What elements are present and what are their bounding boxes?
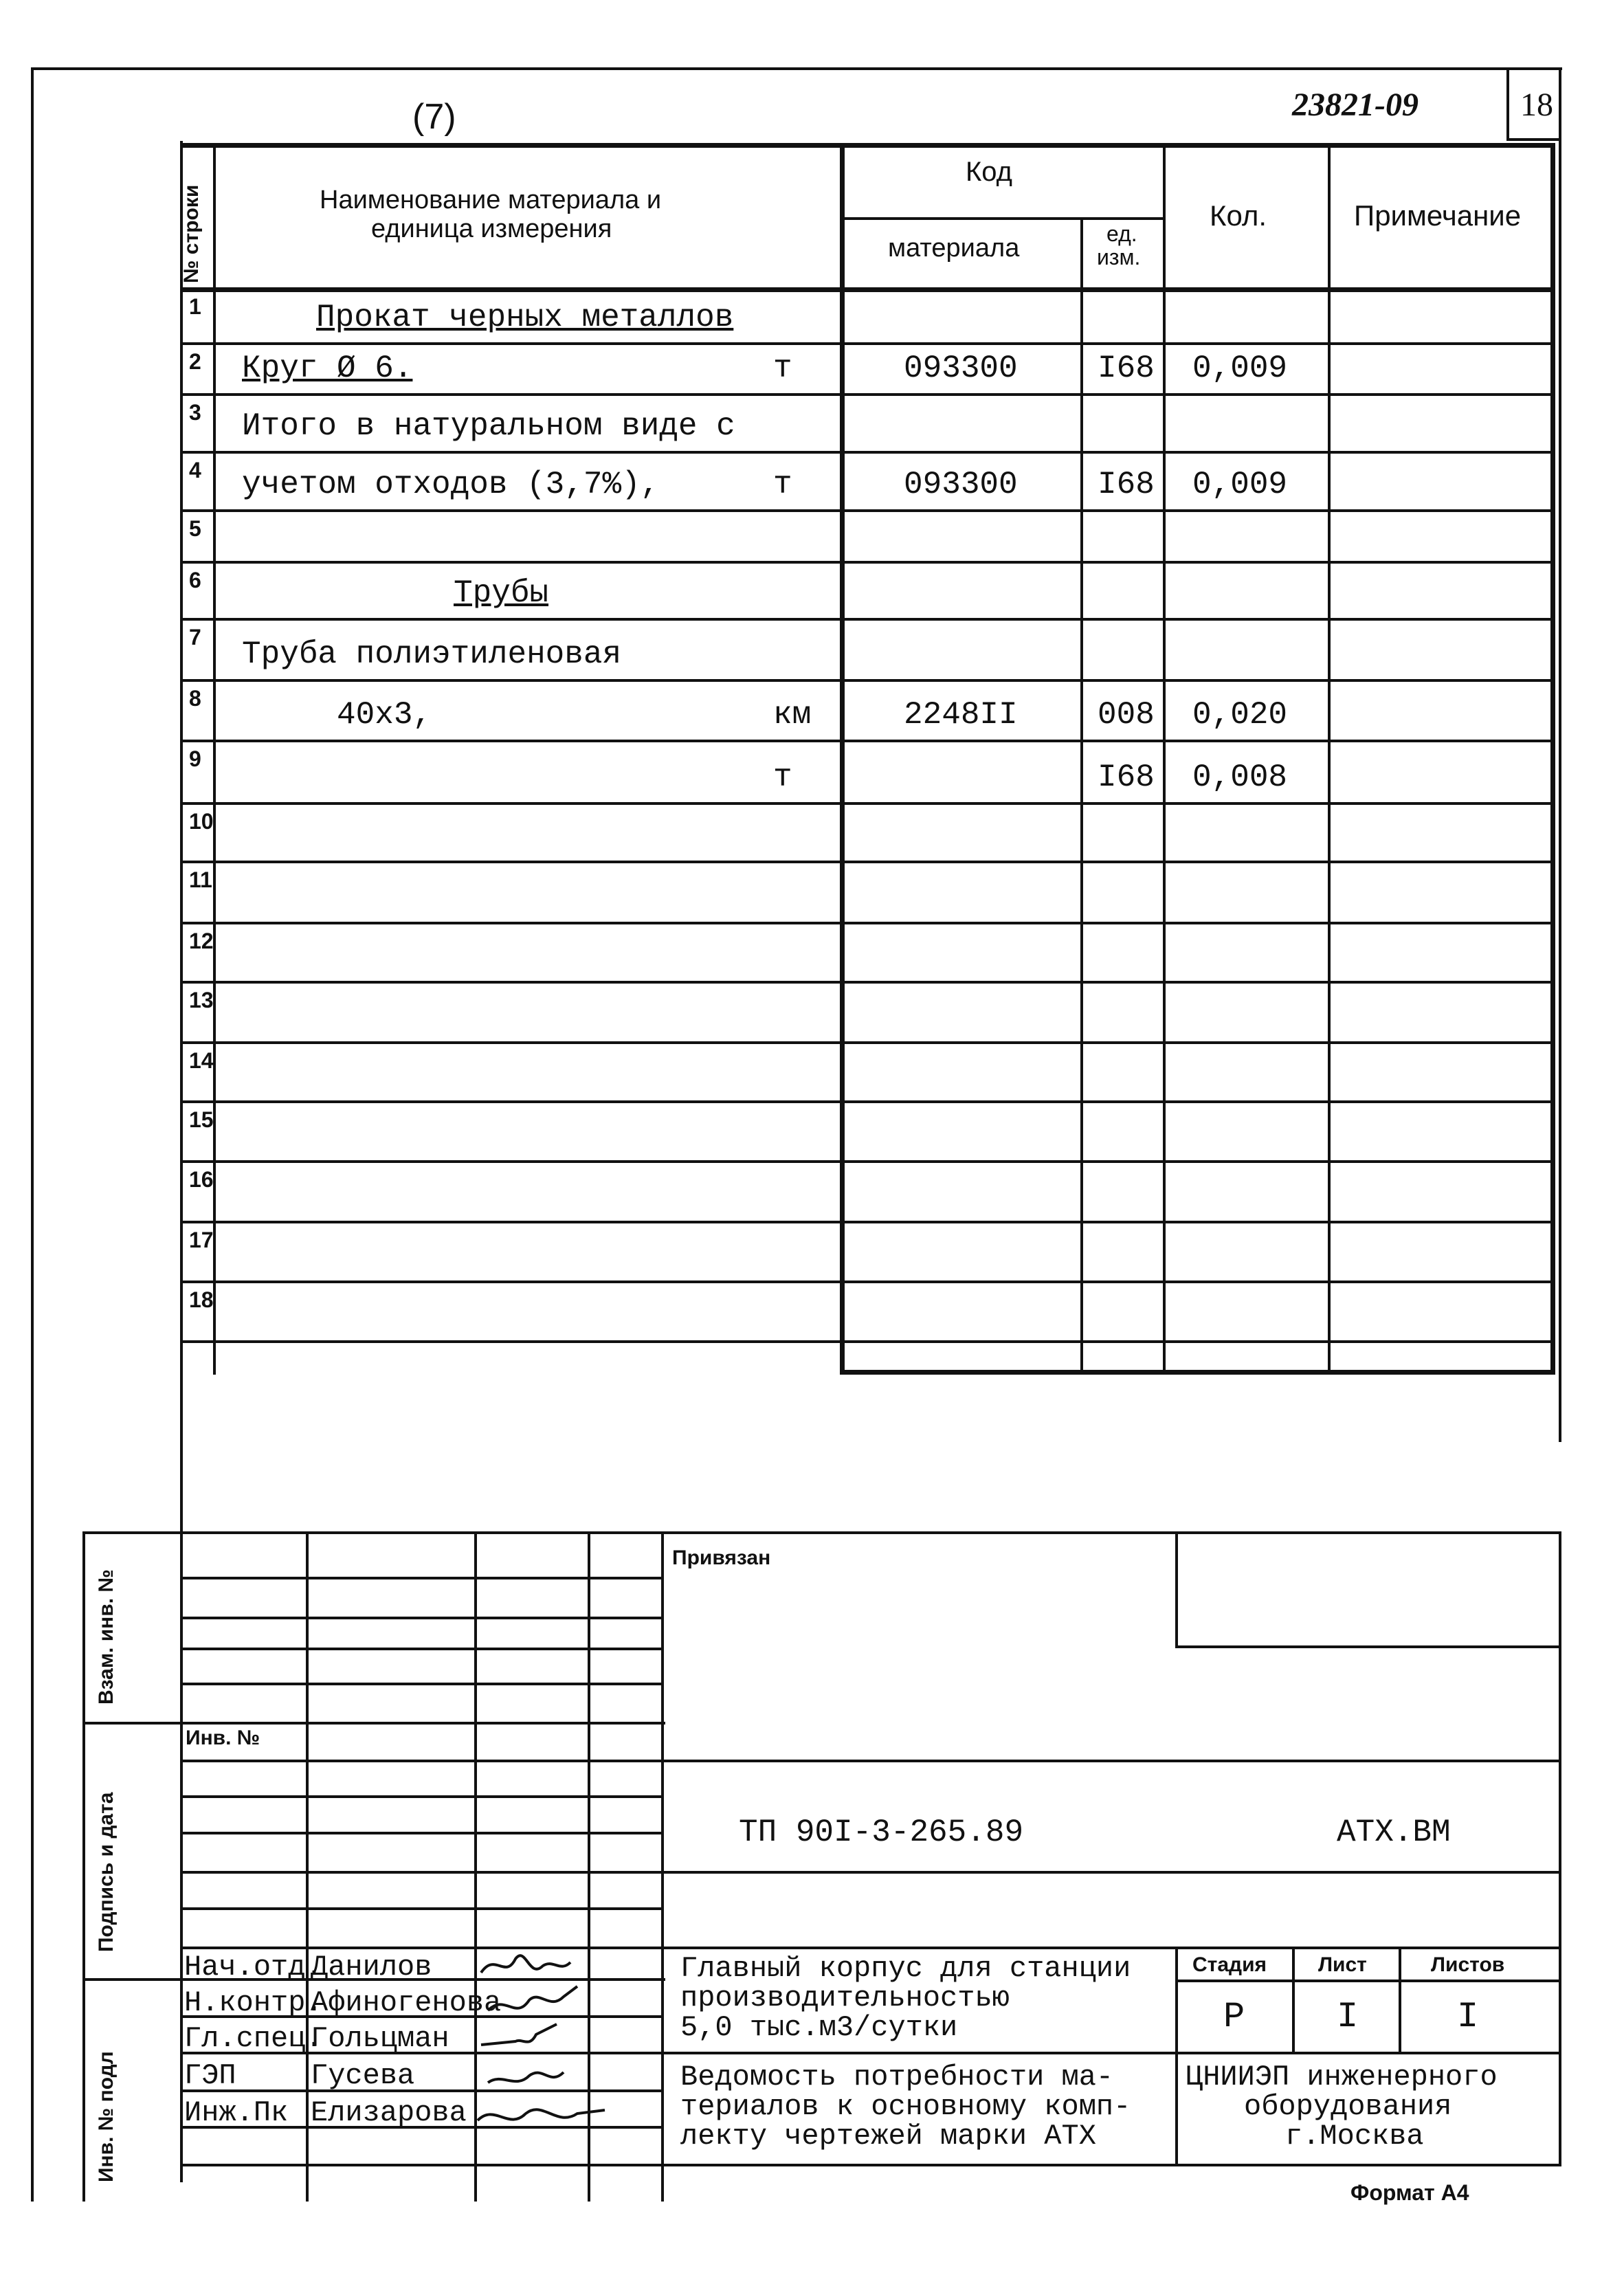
row-material-name: Круг Ø 6. [242,351,413,386]
col-header-name-1: Наименование материала и [320,186,662,214]
doc-code: ТП 90I-3-265.89 [739,1815,1024,1850]
row-number: 13 [189,988,214,1012]
row-number: 10 [189,809,214,834]
table-row-line [180,922,1553,924]
stamp-left-row-2 [180,1617,661,1619]
stamp-col-privyazan [1175,1531,1178,1648]
stage-label: Стадия [1192,1953,1267,1976]
stamp-stage-mid2 [1399,1947,1401,2053]
row-number: 7 [189,625,201,650]
stamp-left-line [82,1531,85,2202]
row-number: 11 [189,867,212,892]
stamp-left-row-3 [180,1648,661,1650]
side-label-podpis-data: Подпись и дата [95,1792,118,1952]
row-number: 4 [189,458,201,483]
table-row-line [180,861,1553,863]
col-line-name [840,143,845,1375]
frame-left [31,67,34,2202]
signer-role-4: ГЭП [184,2059,236,2092]
stamp-right-row-2 [661,1871,1561,1874]
title-line-3: 5,0 тыс.м3/сутки [680,2011,958,2044]
row-number: 14 [189,1048,214,1073]
stamp-bottom-line [661,2164,1561,2166]
sheet-title-line-2: териалов к основному комп- [680,2090,1131,2123]
signer-name-1: Данилов [311,1951,432,1984]
col-header-qty: Кол. [1210,199,1267,232]
stamp-left-row-9 [180,1907,661,1910]
stamp-privyazan-bottom [1175,1645,1561,1648]
frame-right [1559,67,1561,1442]
side-sep-1 [82,1722,665,1725]
col-header-unit-1: ед. [1106,221,1137,246]
privyazan-label: Привязан [672,1546,771,1569]
table-header-bottom [180,287,1553,292]
stamp-left-row-1 [180,1577,661,1579]
stamp-top-line [82,1531,1561,1534]
row-quantity: 0,020 [1192,697,1288,733]
row-number: 12 [189,929,214,953]
col-header-note: Примечание [1354,199,1522,232]
stamp-left-row-5 [180,1760,661,1762]
stamp-left-row-4 [180,1683,661,1685]
stamp-col-role [306,1531,309,2202]
signer-role-5: Инж.Пк [184,2096,289,2129]
stamp-left-row-7 [180,1832,661,1834]
stamp-stage-mid1 [1292,1947,1295,2053]
org-line-2: оборудования [1244,2090,1452,2123]
row-material-code: 093300 [904,351,1018,386]
row-quantity: 0,009 [1192,351,1288,386]
stamp-right-edge [1559,1531,1561,2165]
row-material-name: учетом отходов (3,7%), [242,467,660,502]
side-label-vzam-inv: Взам. инв. № [95,1569,118,1705]
table-row-line [180,679,1553,682]
row-number: 17 [189,1228,214,1252]
row-number: 16 [189,1167,214,1192]
format-label: Формат А4 [1350,2180,1469,2205]
col-line-code [1080,217,1083,1375]
row-number: 1 [189,294,201,319]
row-quantity: 0,008 [1192,759,1288,795]
row-number: 2 [189,349,201,374]
org-line-1: ЦНИИЭП инженерного [1186,2061,1498,2094]
row-material-name: Прокат черных металлов [316,300,734,335]
col-header-rownum: № строки [180,184,203,283]
stamp-stage-label-line [1175,1980,1561,1982]
sheet-label: Лист [1318,1953,1367,1976]
col-line-ucode [1163,143,1166,1375]
row-unit: т [773,467,792,502]
table-row-line [180,1221,1553,1223]
handwritten-signatures [440,1945,632,2179]
row-quantity: 0,009 [1192,467,1288,502]
row-unit: км [773,697,812,733]
row-number: 9 [189,746,201,771]
col-header-material: материала [888,234,1020,263]
row-material-code: 093300 [904,467,1018,502]
signer-role-1: Нач.отд. [184,1951,323,1984]
col-line-rownum [213,143,216,1375]
title-line-2: производительностью [680,1982,1010,2015]
row-number: 5 [189,516,201,541]
frame-top [31,67,1562,70]
row-unit: т [773,759,792,795]
sheet-title-line-3: лекту чертежей марки АТХ [680,2120,1096,2153]
col-line-right [1550,143,1555,1375]
signer-name-5: Елизарова [311,2096,467,2129]
table-row-line [180,1100,1553,1103]
table-row-line [180,509,1553,512]
row-number: 15 [189,1107,214,1132]
doc-mark: АТХ.ВМ [1337,1815,1451,1850]
table-row-line [180,393,1553,396]
table-row-line [180,1340,1553,1343]
org-line-3: г.Москва [1285,2120,1424,2153]
page-number: 18 [1520,87,1553,123]
page-label: (7) [412,97,456,137]
row-material-name: Труба полиэтиленовая [242,636,622,672]
sheets-value: I [1457,1997,1479,2037]
row-unit-code: I68 [1098,351,1155,386]
table-row-line [180,618,1553,621]
page-box-bottom [1506,138,1561,141]
signer-role-2: Н.контр. [184,1986,323,2019]
signer-name-4: Гусева [311,2059,415,2092]
row-material-name: Итого в натуральном виде с [242,408,735,444]
side-label-inv-podl: Инв. № подл [95,2051,118,2182]
row-unit-code: I68 [1098,467,1155,502]
title-line-1: Главный корпус для станции [680,1952,1131,1985]
signer-name-2: Афиногенова [311,1986,502,2019]
row-material-code: 2248II [904,697,1018,733]
signer-role-3: Гл.спец. [184,2022,323,2055]
row-unit-code: 008 [1098,697,1155,733]
stamp-left-row-6 [180,1795,661,1798]
row-material-name: Трубы [454,575,549,611]
sheet-title-line-1: Ведомость потребности ма- [680,2061,1114,2094]
stage-value: Р [1223,1997,1245,2037]
row-unit: т [773,351,792,386]
col-line-qty [1328,143,1331,1375]
page-box-left [1506,67,1509,141]
signer-name-3: Гольцман [311,2022,449,2055]
col-header-code: Код [966,157,1013,187]
table-row-line [180,1160,1553,1163]
row-number: 18 [189,1287,214,1312]
inv-no-label: Инв. № [186,1727,260,1749]
table-row-line [180,1041,1553,1044]
row-number: 8 [189,686,201,711]
table-row-line [180,802,1553,805]
row-number: 3 [189,400,201,425]
row-number: 6 [189,568,201,592]
stamp-right-row-1 [661,1760,1561,1762]
table-row-line [180,342,1553,345]
sheet-value: I [1337,1997,1359,2037]
stamp-left-row-8 [180,1871,661,1874]
table-bottom-line [840,1370,1555,1375]
row-material-name: 40x3, [337,697,432,733]
table-top-line [180,143,1553,148]
table-row-line [180,451,1553,454]
code-subheader-line [842,217,1165,220]
stamp-right-row-3 [661,1947,1561,1949]
doc-number: 23821-09 [1292,87,1419,123]
stamp-col-date [661,1531,664,2202]
stamp-title-bottom [661,2052,1561,2054]
table-row-line [180,561,1553,564]
col-header-name-2: единица измерения [371,214,612,243]
row-unit-code: I68 [1098,759,1155,795]
table-row-line [180,981,1553,984]
col-header-unit-2: изм. [1097,245,1141,269]
table-row-line [180,1280,1553,1283]
table-row-line [180,740,1553,742]
sheets-label: Листов [1431,1953,1505,1976]
